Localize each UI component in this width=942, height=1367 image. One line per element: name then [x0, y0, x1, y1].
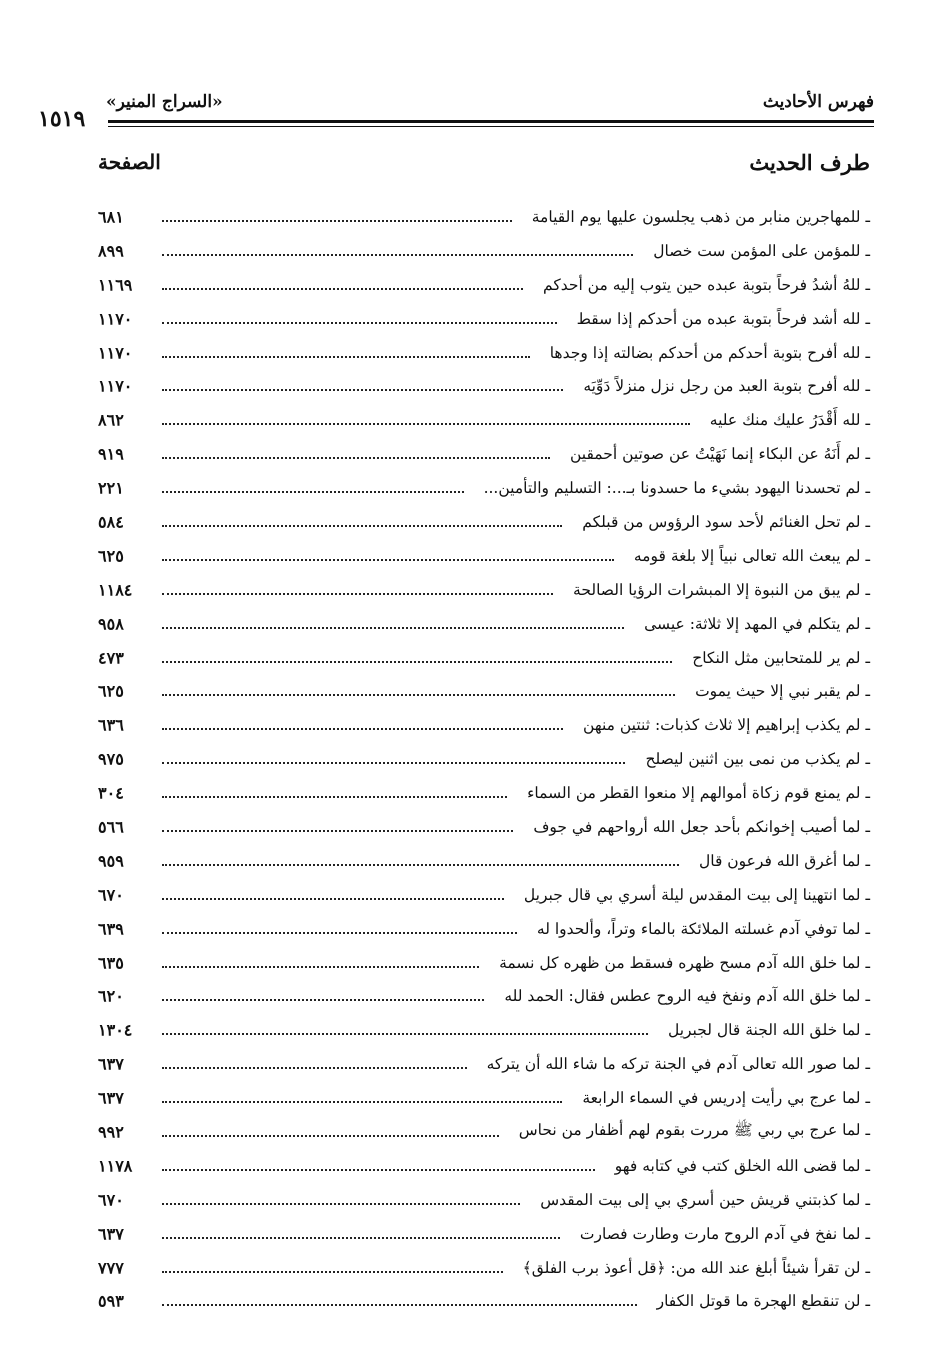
- hadith-excerpt: ـ لما خلق الله الجنة قال لجبريل: [656, 1021, 870, 1039]
- hadith-excerpt: ـ لم يكذب من نمى بين اثنين ليصلح: [633, 750, 870, 768]
- dot-leader: [162, 1237, 560, 1239]
- dot-leader: [162, 864, 679, 866]
- dot-leader: [162, 932, 517, 934]
- dot-leader: [162, 220, 512, 222]
- index-entry: [98, 302, 870, 336]
- entry-page-number: ٦٧٠: [98, 885, 124, 905]
- dot-leader: [162, 661, 672, 663]
- entry-page-number: ١١٧٠: [98, 309, 133, 329]
- entry-page-number: ٦٢٠: [98, 986, 124, 1006]
- index-entry: [98, 607, 870, 641]
- hadith-excerpt: ـ لن تنقطع الهجرة ما قوتل الكفار: [645, 1292, 870, 1310]
- hadith-excerpt: ـ لم أَنَهُ عن البكاء إنما نَهَيْتُ عن صوتين أحمقين: [558, 445, 870, 463]
- entry-page-number: ٦٢٥: [98, 546, 124, 566]
- book-title: «السراج المنير»: [106, 92, 223, 112]
- hadith-excerpt: ـ للمؤمن على المؤمن ست خصال: [641, 242, 870, 260]
- dot-leader: [162, 288, 523, 290]
- entry-page-number: ١١٦٩: [98, 275, 133, 295]
- index-entry: [98, 539, 870, 573]
- dot-leader: [162, 491, 464, 493]
- index-entry: [98, 742, 870, 776]
- entry-page-number: ١١٧٨: [98, 1156, 133, 1176]
- hadith-excerpt: ـ لما خلق الله آدم ونفخ فيه الروح عطس فقال: الحمد لله: [492, 987, 870, 1005]
- index-entry: [98, 336, 870, 370]
- dot-leader: [162, 1135, 499, 1137]
- index-entry: [98, 1217, 870, 1251]
- hadith-excerpt: ـ لما أصيب إخوانكم بأحد جعل الله أرواحهم في جوف: [521, 818, 870, 836]
- dot-leader: [162, 1203, 520, 1205]
- dot-leader: [162, 1169, 595, 1171]
- hadith-column-heading: طرف الحديث: [749, 150, 870, 175]
- dot-leader: [162, 254, 633, 256]
- entry-page-number: ٩٩٢: [98, 1122, 124, 1142]
- index-entry: [98, 810, 870, 844]
- hadith-excerpt: ـ لله أشد فرحاً بتوبة عبده من أحدكم إذا سقط: [565, 310, 870, 328]
- dot-leader: [162, 1101, 562, 1103]
- dot-leader: [162, 966, 479, 968]
- entry-page-number: ١١٧٠: [98, 376, 133, 396]
- hadith-excerpt: ـ لن تقرأ شيئاً أبلغ عند الله من: ﴿قل أعوذ برب الفلق﴾: [511, 1259, 870, 1277]
- hadith-excerpt: ـ لم يمنع قوم زكاة أموالهم إلا منعوا القطر من السماء: [515, 784, 870, 802]
- entry-page-number: ٥٨٤: [98, 512, 124, 532]
- index-title: فهرس الأحاديث: [762, 92, 874, 112]
- index-entry: [98, 641, 870, 675]
- dot-leader: [162, 830, 513, 832]
- hadith-excerpt: ـ لم يبق من النبوة إلا المبشرات الرؤيا الصالحة: [561, 581, 870, 599]
- index-entry: [98, 573, 870, 607]
- entry-page-number: ٦٨١: [98, 207, 124, 227]
- entry-page-number: ٦٣٧: [98, 1088, 124, 1108]
- hadith-excerpt: ـ لم ير للمتحابين مثل النكاح: [680, 649, 870, 667]
- hadith-excerpt: ـ لما عرج بي رأيت إدريس في السماء الرابعة: [570, 1089, 870, 1107]
- entry-page-number: ١٣٠٤: [98, 1020, 133, 1040]
- index-entry: [98, 946, 870, 980]
- index-entry: [98, 912, 870, 946]
- hadith-excerpt: ـ لما توفي آدم غسلته الملائكة بالماء وتراً، وألحدوا له: [525, 920, 870, 938]
- entry-page-number: ٦٣٦: [98, 715, 124, 735]
- hadith-excerpt: ـ لم يبعث الله تعالى نبياً إلا بلغة قومه: [622, 547, 870, 565]
- hadith-excerpt: ـ لم يقبر نبي إلا حيث يموت: [683, 682, 870, 700]
- dot-leader: [162, 627, 624, 629]
- entry-page-number: ٣٠٤: [98, 783, 124, 803]
- dot-leader: [162, 796, 507, 798]
- hadith-excerpt: ـ لما قضى الله الخلق كتب في كتابه فهو: [603, 1157, 870, 1175]
- hadith-excerpt: ـ لما كذبتني قريش حين أسري بي إلى بيت المقدس: [528, 1191, 870, 1209]
- index-entry: [98, 403, 870, 437]
- hadith-excerpt: ـ لله أفرح بتوبة العبد من رجل نزل منزلاً دَوِّيَه: [571, 377, 870, 395]
- page-number: ١٥١٩: [38, 106, 86, 132]
- index-entry: [98, 1047, 870, 1081]
- dot-leader: [162, 525, 562, 527]
- index-entry: [98, 471, 870, 505]
- index-entry: [98, 979, 870, 1013]
- dot-leader: [162, 457, 550, 459]
- dot-leader: [162, 593, 553, 595]
- dot-leader: [162, 1033, 648, 1035]
- dot-leader: [162, 1067, 467, 1069]
- hadith-excerpt: ـ لما نفخ في آدم الروح مارت وطارت فصارت: [568, 1225, 870, 1243]
- hadith-excerpt: ـ لما صور الله تعالى آدم في الجنة تركه ما شاء الله أن يتركه: [475, 1055, 870, 1073]
- header-rule-thick: [108, 120, 874, 123]
- dot-leader: [162, 694, 675, 696]
- entry-page-number: ٧٧٧: [98, 1258, 124, 1278]
- hadith-excerpt: ـ لما أغرق الله فرعون قال: [687, 852, 870, 870]
- hadith-excerpt: ـ لله أفرح بتوبة أحدكم من أحدكم بضالته إذا وجدها: [538, 344, 870, 362]
- hadith-excerpt: ـ لم يكذب إبراهيم إلا ثلاث كذبات: ثنتين منهن: [571, 716, 870, 734]
- dot-leader: [162, 1271, 503, 1273]
- hadith-excerpt: ـ لما خلق الله آدم مسح ظهره فسقط من ظهره كل نسمة: [487, 954, 870, 972]
- entry-page-number: ٨٩٩: [98, 241, 124, 261]
- entry-page-number: ٦٧٠: [98, 1190, 124, 1210]
- dot-leader: [162, 389, 563, 391]
- index-entry: [98, 1081, 870, 1115]
- entry-page-number: ٩٧٥: [98, 749, 124, 769]
- index-entry: [98, 776, 870, 810]
- dot-leader: [162, 1304, 637, 1306]
- entry-page-number: ١١٧٠: [98, 343, 133, 362]
- dot-leader: [162, 762, 625, 764]
- entry-page-number: ٨٦٢: [98, 410, 124, 430]
- index-entry: [98, 1149, 870, 1183]
- index-entry: [98, 1183, 870, 1217]
- index-entry: [98, 268, 870, 302]
- entry-page-number: ٦٣٧: [98, 1224, 124, 1244]
- header-rule-thin: [108, 126, 874, 127]
- index-entry: [98, 1013, 870, 1047]
- entry-page-number: ٩٥٨: [98, 614, 124, 634]
- entry-page-number: ٦٢٥: [98, 681, 124, 701]
- entry-page-number: ٩٥٩: [98, 851, 124, 871]
- dot-leader: [162, 559, 614, 561]
- entry-page-number: ٥٩٣: [98, 1291, 124, 1311]
- dot-leader: [162, 898, 504, 900]
- entry-page-number: ٤٧٣: [98, 648, 124, 668]
- index-entry: [98, 674, 870, 708]
- hadith-excerpt: ـ لم تحسدنا اليهود بشيء ما حسدونا بـ...: التسليم والتأمين...: [472, 479, 870, 497]
- index-entry: [98, 844, 870, 878]
- index-entry: [98, 708, 870, 742]
- hadith-excerpt: ـ لم تحل الغنائم لأحد سود الرؤوس من قبلكم: [570, 513, 870, 531]
- running-head: [38, 90, 874, 130]
- index-entry: [98, 369, 870, 403]
- hadith-excerpt: ـ لله أَقْدَرُ عليك منك عليه: [698, 411, 870, 429]
- column-headings: [98, 150, 870, 186]
- index-entry: [98, 505, 870, 539]
- hadith-excerpt: ـ لم يتكلم في المهد إلا ثلاثة: عيسى: [632, 615, 870, 633]
- hadith-index-list: [98, 200, 870, 1318]
- index-entry: [98, 878, 870, 912]
- hadith-excerpt: ـ لما عرج بي ربي ﷺ مررت بقوم لهم أظفار من نحاس: [507, 1120, 870, 1143]
- entry-page-number: ١١٨٤: [98, 580, 133, 600]
- hadith-excerpt: ـ للهُ أشدُ فرحاً بتوبة عبده حين يتوب إليه من أحدكم: [531, 276, 870, 294]
- hadith-excerpt: ـ لما انتهينا إلى بيت المقدس ليلة أسري بي قال جبريل: [512, 886, 870, 904]
- dot-leader: [162, 356, 530, 358]
- entry-page-number: ٦٣٩: [98, 919, 124, 939]
- index-entry: [98, 200, 870, 234]
- entry-page-number: ٢٢١: [98, 478, 124, 498]
- entry-page-number: ٥٦٦: [98, 817, 124, 837]
- page-column-heading: الصفحة: [98, 150, 161, 174]
- index-entry: [98, 234, 870, 268]
- index-entry: [98, 437, 870, 471]
- dot-leader: [162, 322, 557, 324]
- entry-page-number: ٦٣٧: [98, 1054, 124, 1074]
- entry-page-number: ٩١٩: [98, 444, 124, 464]
- hadith-excerpt: ـ للمهاجرين منابر من ذهب يجلسون عليها يوم القيامة: [520, 208, 870, 226]
- index-entry: [98, 1115, 870, 1149]
- index-entry: [98, 1285, 870, 1319]
- index-entry: [98, 1251, 870, 1285]
- dot-leader: [162, 423, 690, 425]
- entry-page-number: ٦٣٥: [98, 953, 124, 973]
- dot-leader: [162, 728, 563, 730]
- dot-leader: [162, 999, 484, 1001]
